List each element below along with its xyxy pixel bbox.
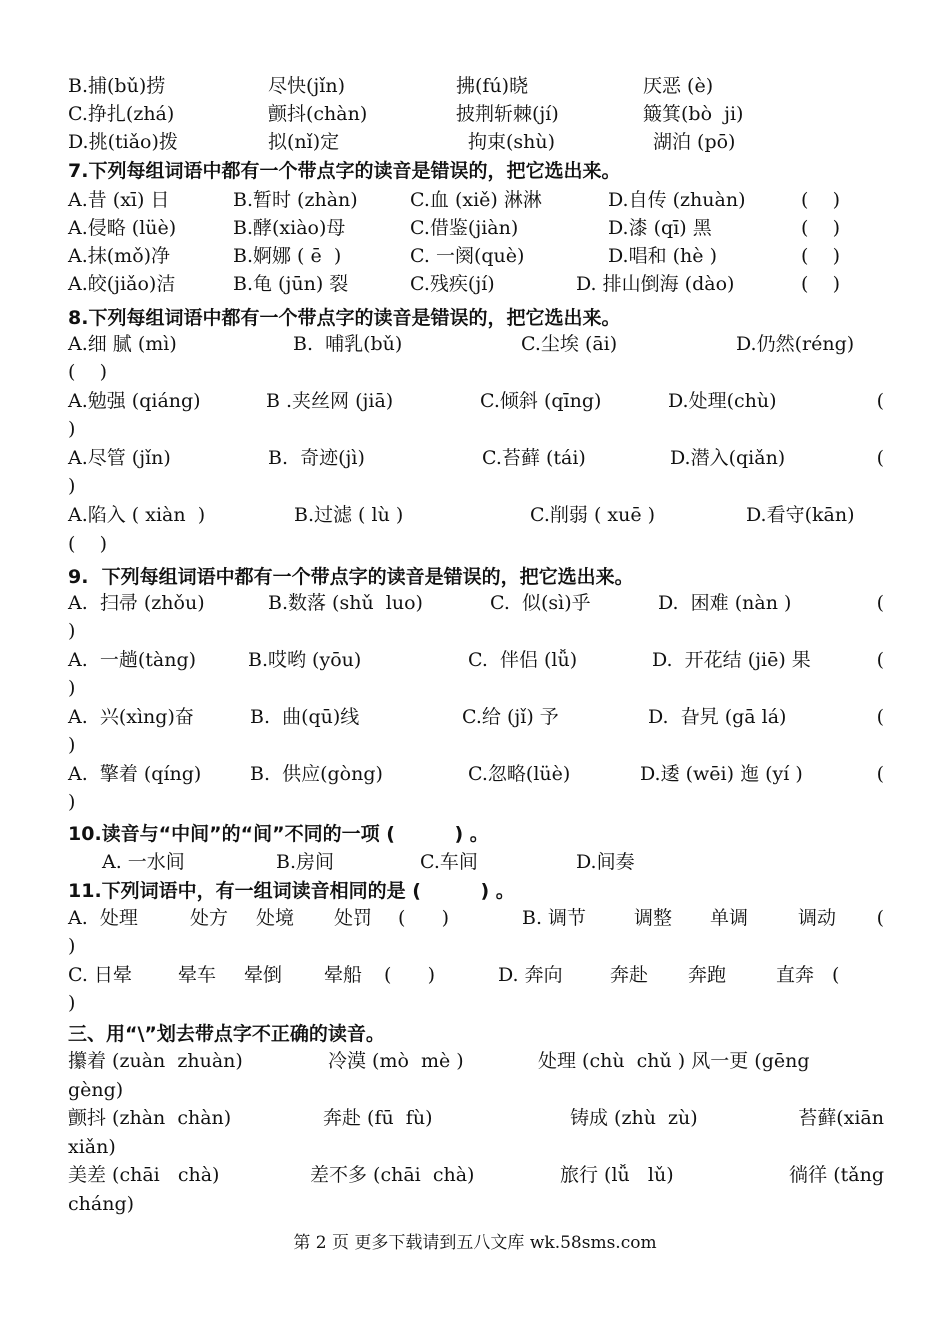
- q11-option-b: B. 调节: [522, 907, 587, 929]
- option-word: 拂(fú)晓: [456, 75, 529, 97]
- q9-option-a: A. 擎着 (qíng): [68, 763, 202, 785]
- q9-option-c: C.给 (jǐ) 予: [462, 706, 559, 728]
- q8-option-d: D.潜入(qiǎn): [670, 447, 786, 469]
- q10-option-d: D.间奏: [576, 851, 635, 873]
- section3-item: 奔赴 (fū fù): [323, 1107, 433, 1129]
- q9-row-3-wrap: [68, 731, 884, 759]
- answer-blank-open[interactable]: (: [832, 964, 840, 986]
- q9-option-c: C.忽略(lüè): [468, 763, 571, 785]
- q7-option-d: D.漆 (qī) 黑: [608, 217, 712, 239]
- option-word: 湖泊 (pō): [653, 131, 736, 153]
- section3-item: 苔藓(xiān: [798, 1107, 884, 1129]
- q7-option-c: C.借鉴(jiàn): [410, 217, 519, 239]
- q8-option-a: A.陷入 ( xiàn ): [68, 504, 206, 526]
- q9-option-d: D. 开花结 (jiē) 果: [652, 649, 811, 671]
- section3-item: 颤抖 (zhàn chàn): [68, 1107, 232, 1129]
- q11-word: 晕船: [324, 964, 363, 986]
- section3-item: 铸成 (zhù zù): [570, 1107, 698, 1129]
- question-7-title: 7.下列每组词语中都有一个带点字的读音是错误的，把它选出来。: [68, 160, 621, 182]
- section3-row-3: [68, 1161, 884, 1189]
- answer-blank-close: ): [68, 475, 76, 497]
- q8-option-c: C.苔藓 (tái): [482, 447, 586, 469]
- answer-blank-close: ): [68, 620, 76, 642]
- section3-row-2-wrap: [68, 1133, 884, 1161]
- section3-row-3-wrap: [68, 1190, 884, 1218]
- q7-option-d: D. 排山倒海 (dào): [576, 273, 735, 295]
- option-b: B.捕(bǔ)捞: [68, 75, 166, 97]
- q8-row-1-wrap: [68, 358, 884, 386]
- question-9-title: 9. 下列每组词语中都有一个带点字的读音是错误的，把它选出来。: [68, 566, 634, 588]
- q7-option-d: D.自传 (zhuàn): [608, 189, 746, 211]
- q9-row-3: [68, 703, 884, 731]
- q9-option-b: B.哎哟 (yōu): [248, 649, 362, 671]
- q7-option-c: C.血 (xiě) 淋淋: [410, 189, 542, 211]
- q11-word: 处方: [190, 907, 229, 929]
- q8-row-1: [68, 330, 884, 358]
- q8-row-3-wrap: [68, 472, 884, 500]
- q8-option-b: B .夹丝网 (jiā): [266, 390, 394, 412]
- section3-item-wrap: cháng): [68, 1193, 135, 1215]
- q7-option-b: B.暂时 (zhàn): [233, 189, 358, 211]
- q9-row-1-wrap: [68, 617, 884, 645]
- q8-option-a: A.细 腻 (mì): [68, 333, 177, 355]
- q8-option-a: A.尽管 (jǐn): [68, 447, 171, 469]
- q11-option-a: A. 处理: [68, 907, 138, 929]
- prev-question-row-b: [68, 72, 884, 100]
- q8-option-d: D.处理(chù): [668, 390, 777, 412]
- section3-item: 美差 (chāi chà): [68, 1164, 220, 1186]
- q9-option-a: A. 一趟(tàng): [68, 649, 197, 671]
- q11-word: 晕车: [178, 964, 217, 986]
- q9-row-4: [68, 760, 884, 788]
- q9-option-b: B. 曲(qū)线: [250, 706, 360, 728]
- q7-option-b: B.婀娜 ( ē ): [233, 245, 342, 267]
- q8-option-b: B.过滤 ( lù ): [294, 504, 404, 526]
- option-word: 拟(nǐ)定: [268, 131, 340, 153]
- answer-blank-close: ): [68, 677, 76, 699]
- q11-word: 直奔: [776, 964, 815, 986]
- answer-blank[interactable]: ( ): [398, 907, 450, 929]
- q11-word: 调整: [634, 907, 673, 929]
- q8-option-b: B. 哺乳(bǔ): [293, 333, 403, 355]
- q9-row-1: [68, 589, 884, 617]
- option-word: 颤抖(chàn): [268, 103, 368, 125]
- q11-word: 单调: [710, 907, 749, 929]
- answer-blank[interactable]: ( ): [384, 964, 436, 986]
- option-word: 簸箕(bò ji): [643, 103, 744, 125]
- section3-row-1: [68, 1047, 884, 1075]
- option-d: D.挑(tiǎo)拨: [68, 131, 178, 153]
- answer-blank[interactable]: ( ): [801, 245, 840, 267]
- q11-row-1-wrap: [68, 932, 884, 960]
- answer-blank[interactable]: ( ): [801, 217, 840, 239]
- answer-blank[interactable]: ( ): [68, 533, 107, 555]
- q11-word: 处罚: [334, 907, 373, 929]
- section3-item: 处理 (chù chǔ ) 风一更 (gēng: [538, 1050, 810, 1072]
- answer-blank-open[interactable]: (: [876, 390, 884, 412]
- q7-option-a: A.昔 (xī) 日: [68, 189, 170, 211]
- prev-question-row-c: [68, 100, 884, 128]
- q8-option-c: C.尘埃 (āi): [521, 333, 618, 355]
- answer-blank-open[interactable]: (: [876, 447, 884, 469]
- section3-item-wrap: gèng): [68, 1079, 124, 1101]
- q8-row-4-wrap: [68, 530, 884, 558]
- q11-word: 奔跑: [688, 964, 727, 986]
- q11-word: 调动: [798, 907, 837, 929]
- q11-option-c: C. 日晕: [68, 964, 132, 986]
- option-word: 尽快(jǐn): [268, 75, 346, 97]
- q9-option-a: A. 兴(xìng)奋: [68, 706, 194, 728]
- q11-word: 晕倒: [244, 964, 283, 986]
- answer-blank[interactable]: ( ): [68, 361, 107, 383]
- q11-word: 奔赴: [610, 964, 649, 986]
- q10-option-c: C.车间: [420, 851, 478, 873]
- question-8-title: 8.下列每组词语中都有一个带点字的读音是错误的，把它选出来。: [68, 307, 621, 329]
- page-footer: 第 2 页 更多下载请到五八文库 wk.58sms.com: [293, 1233, 657, 1253]
- q9-option-b: B.数落 (shǔ luo): [268, 592, 423, 614]
- q7-option-a: A.侵略 (lüè): [68, 217, 177, 239]
- q8-option-d: D.看守(kān): [746, 504, 855, 526]
- q8-option-c: C.倾斜 (qīng): [480, 390, 602, 412]
- section3-row-2: [68, 1104, 884, 1132]
- section3-item: 差不多 (chāi chà): [310, 1164, 475, 1186]
- answer-blank-open[interactable]: (: [876, 763, 884, 785]
- q9-option-c: C. 似(sì)乎: [490, 592, 591, 614]
- q7-row-1: [68, 186, 884, 214]
- q7-option-b: B.龟 (jūn) 裂: [233, 273, 349, 295]
- q7-option-d: D.唱和 (hè ): [608, 245, 717, 267]
- q8-option-b: B. 奇迹(jì): [268, 447, 365, 469]
- q10-options: [68, 848, 884, 876]
- answer-blank[interactable]: ( ): [801, 189, 840, 211]
- answer-blank-open[interactable]: (: [876, 649, 884, 671]
- q8-row-4: [68, 501, 884, 529]
- section-3-title: 三、用“\”划去带点字不正确的读音。: [68, 1023, 385, 1045]
- q7-option-c: C.残疾(jí): [410, 273, 495, 295]
- question-10-title: 10.读音与“中间”的“间”不同的一项 ( ) 。: [68, 823, 489, 845]
- q8-row-2-wrap: [68, 415, 884, 443]
- section3-item-wrap: xiǎn): [68, 1136, 116, 1158]
- q9-row-2-wrap: [68, 674, 884, 702]
- q7-option-c: C. 一阕(què): [410, 245, 525, 267]
- q7-row-3: [68, 242, 884, 270]
- answer-blank-close: ): [68, 992, 76, 1014]
- q8-option-d: D.仍然(réng): [736, 333, 855, 355]
- prev-question-row-d: [68, 128, 884, 156]
- section3-item: 攥着 (zuàn zhuàn): [68, 1050, 243, 1072]
- q10-option-a: A. 一水间: [102, 851, 185, 873]
- section3-item: 徜徉 (tǎng: [789, 1164, 884, 1186]
- q9-option-c: C. 伴侣 (lǚ): [468, 649, 578, 671]
- q7-option-b: B.酵(xiào)母: [233, 217, 346, 239]
- question-11-title: 11.下列词语中，有一组词读音相同的是 ( ) 。: [68, 880, 515, 902]
- q11-row-2-wrap: [68, 989, 884, 1017]
- section3-item: 旅行 (lǚ lǔ): [560, 1164, 674, 1186]
- answer-blank-close: ): [68, 734, 76, 756]
- q11-option-d: D. 奔向: [498, 964, 563, 986]
- q9-option-d: D. 困难 (nàn ): [658, 592, 792, 614]
- q7-option-a: A.皎(jiǎo)洁: [68, 273, 176, 295]
- q9-option-a: A. 扫帚 (zhǒu): [68, 592, 205, 614]
- q7-option-a: A.抹(mǒ)净: [68, 245, 171, 267]
- option-word: 披荆斩棘(jí): [456, 103, 559, 125]
- answer-blank-open[interactable]: (: [876, 706, 884, 728]
- q8-row-2: [68, 387, 884, 415]
- q9-option-d: D.逶 (wēi) 迤 (yí ): [640, 763, 803, 785]
- answer-blank-open[interactable]: (: [876, 907, 884, 929]
- q8-option-a: A.勉强 (qiáng): [68, 390, 201, 412]
- q8-option-c: C.削弱 ( xuē ): [530, 504, 656, 526]
- q10-option-b: B.房间: [276, 851, 335, 873]
- q11-word: 处境: [256, 907, 295, 929]
- option-word: 厌恶 (è): [643, 75, 714, 97]
- q7-row-4: [68, 270, 884, 298]
- answer-blank-close: ): [68, 791, 76, 813]
- q8-row-3: [68, 444, 884, 472]
- q7-row-2: [68, 214, 884, 242]
- q9-row-2: [68, 646, 884, 674]
- section3-item: 冷漠 (mò mè ): [328, 1050, 464, 1072]
- q9-option-d: D. 旮旯 (gā lá): [648, 706, 787, 728]
- q11-row-1: [68, 904, 884, 932]
- option-word: 拘束(shù): [468, 131, 556, 153]
- q9-row-4-wrap: [68, 788, 884, 816]
- answer-blank[interactable]: ( ): [801, 273, 840, 295]
- section3-row-1-wrap: [68, 1076, 884, 1104]
- option-c: C.挣扎(zhá): [68, 103, 175, 125]
- answer-blank-open[interactable]: (: [876, 592, 884, 614]
- q9-option-b: B. 供应(gòng): [250, 763, 383, 785]
- q11-row-2: [68, 961, 884, 989]
- answer-blank-close: ): [68, 418, 76, 440]
- answer-blank-close: ): [68, 935, 76, 957]
